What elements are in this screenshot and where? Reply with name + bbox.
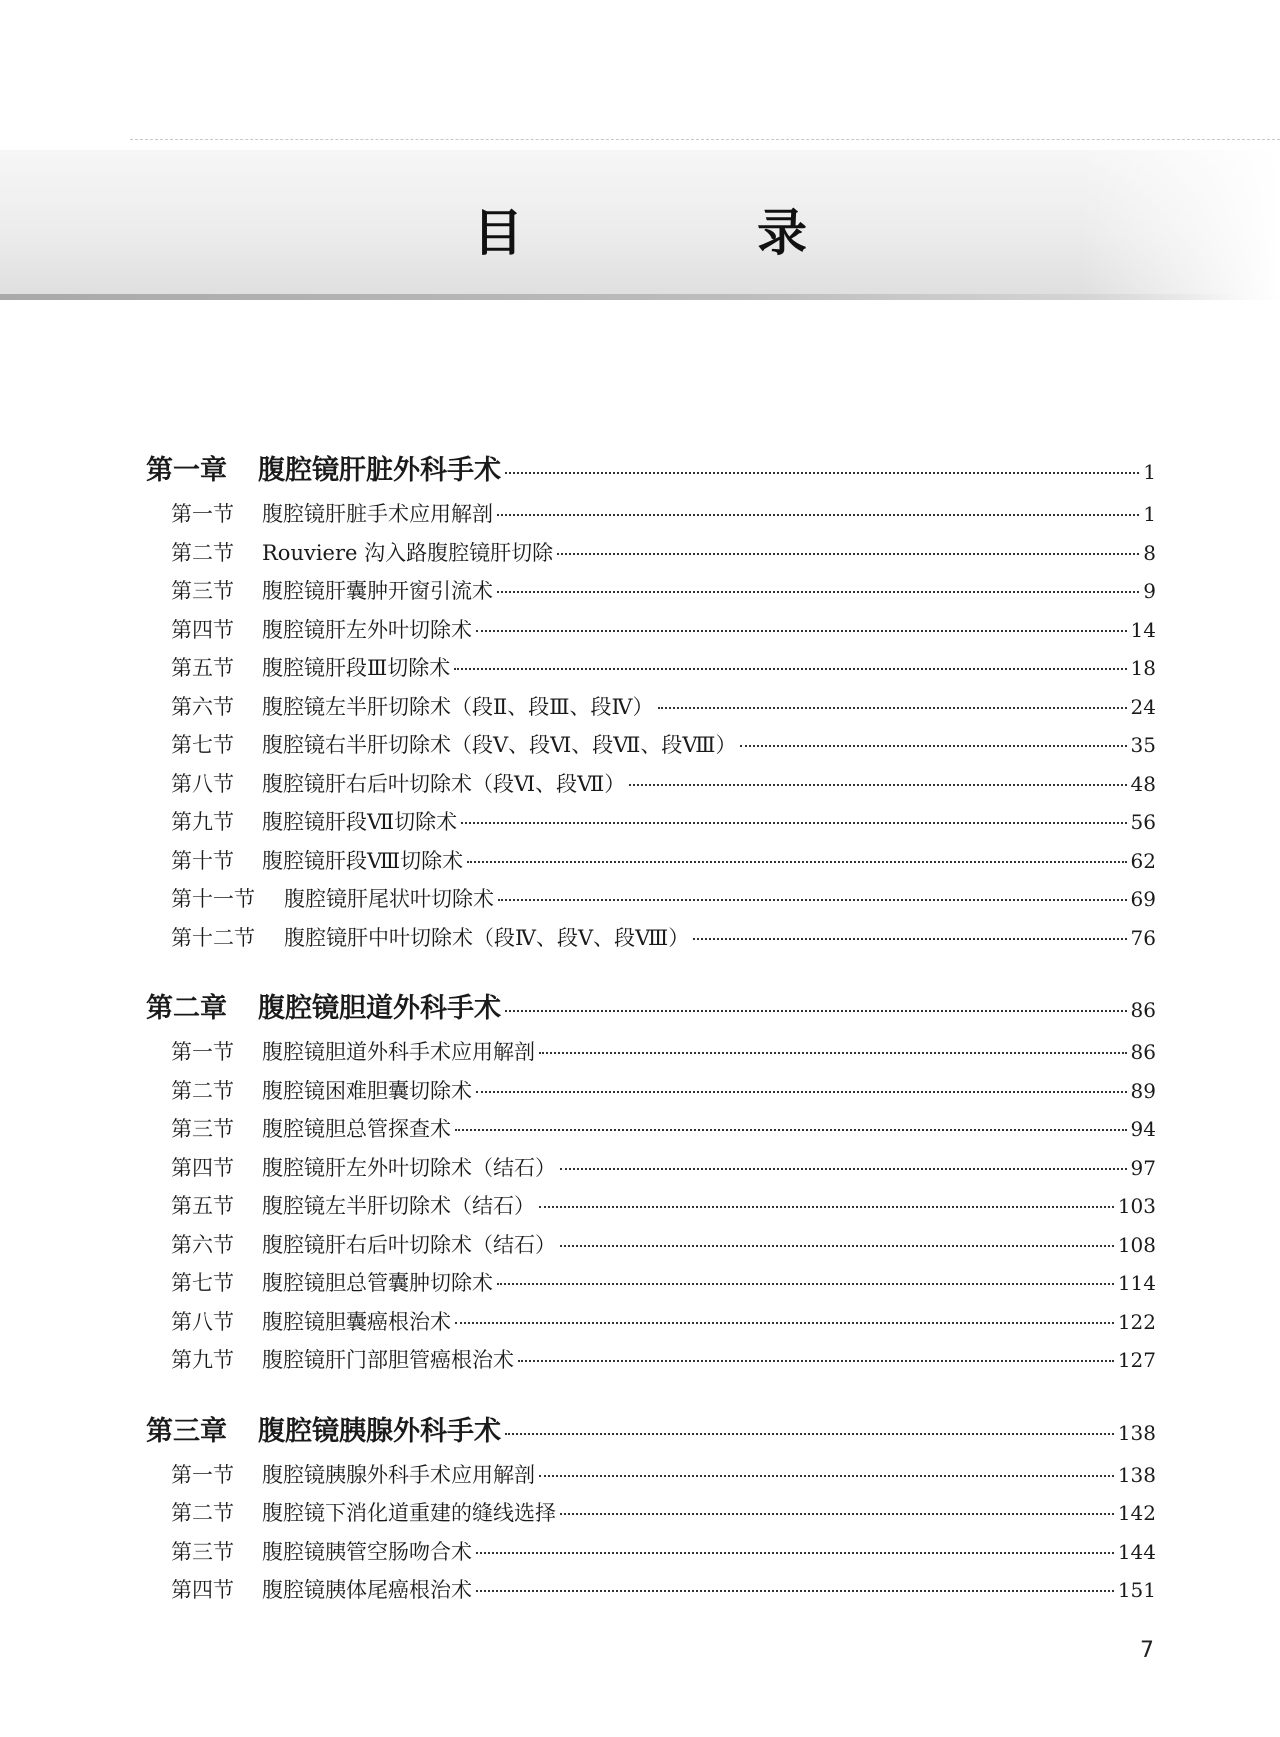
section-page: 103 — [1117, 1194, 1156, 1218]
section-number: 第七节 — [171, 733, 234, 757]
section-entry[interactable] — [146, 1574, 1156, 1613]
section-title: 腹腔镜肝门部胆管癌根治术 — [262, 1348, 514, 1372]
page-number: 7 — [1140, 1638, 1154, 1663]
section-title: 腹腔镜肝右后叶切除术（结石） — [262, 1232, 556, 1257]
section-title: 腹腔镜肝脏手术应用解剖 — [262, 502, 493, 526]
section-entry[interactable] — [146, 1459, 1156, 1498]
section-page: 18 — [1130, 656, 1156, 680]
section-entry[interactable] — [146, 1344, 1156, 1383]
section-page: 35 — [1130, 733, 1156, 757]
section-number: 第三节 — [171, 1117, 234, 1141]
section-entry[interactable] — [146, 614, 1156, 653]
chapter-block — [146, 986, 1156, 1383]
section-number: 第五节 — [171, 1194, 234, 1218]
leader-dots — [455, 1322, 1114, 1324]
section-title: 腹腔镜肝段Ⅷ切除术 — [262, 848, 464, 873]
section-title: 腹腔镜肝中叶切除术（段Ⅳ、段Ⅴ、段Ⅷ） — [284, 925, 690, 950]
section-number: 第一节 — [171, 1462, 234, 1487]
section-number: 第六节 — [171, 1232, 234, 1257]
section-entry[interactable] — [146, 537, 1156, 576]
section-page: 144 — [1117, 1539, 1156, 1564]
section-number: 第九节 — [171, 810, 234, 834]
section-title: 腹腔镜胰腺外科手术应用解剖 — [262, 1462, 535, 1487]
section-page: 138 — [1117, 1462, 1156, 1487]
section-title: 腹腔镜肝左外叶切除术 — [262, 617, 472, 642]
section-number: 第九节 — [171, 1348, 234, 1372]
section-entry[interactable] — [146, 1229, 1156, 1268]
leader-dots — [467, 861, 1126, 863]
chapter-block — [146, 1409, 1156, 1613]
section-page: 14 — [1130, 617, 1156, 642]
section-page: 127 — [1117, 1348, 1156, 1372]
section-page: 1 — [1143, 502, 1156, 526]
leader-dots — [497, 1283, 1114, 1285]
chapter-page: 138 — [1117, 1420, 1156, 1445]
leader-dots — [560, 1513, 1114, 1515]
leader-dots — [455, 1129, 1127, 1131]
section-page: 24 — [1130, 694, 1156, 719]
chapter-entry[interactable] — [146, 1409, 1156, 1459]
section-number: 第四节 — [171, 1578, 234, 1602]
section-page: 114 — [1117, 1271, 1156, 1295]
chapter-number: 第二章 — [146, 993, 227, 1024]
section-title: 腹腔镜胰体尾癌根治术 — [262, 1578, 472, 1602]
leader-dots — [476, 1552, 1114, 1554]
section-entry[interactable] — [146, 1190, 1156, 1229]
section-title: 腹腔镜肝囊肿开窗引流术 — [262, 579, 493, 603]
section-title: Rouviere 沟入路腹腔镜肝切除 — [262, 540, 554, 565]
section-entry[interactable] — [146, 652, 1156, 691]
section-title: 腹腔镜胰管空肠吻合术 — [262, 1539, 472, 1564]
leader-dots — [557, 553, 1139, 555]
section-entry[interactable] — [146, 1075, 1156, 1114]
section-number: 第八节 — [171, 1309, 234, 1334]
leader-dots — [740, 745, 1126, 747]
section-number: 第六节 — [171, 694, 234, 719]
chapter-title: 腹腔镜胆道外科手术 — [258, 993, 501, 1024]
section-title: 腹腔镜肝段Ⅲ切除术 — [262, 656, 451, 680]
section-number: 第八节 — [171, 771, 234, 796]
section-page: 76 — [1130, 925, 1156, 950]
section-entry[interactable] — [146, 883, 1156, 922]
section-title: 腹腔镜左半肝切除术（段Ⅱ、段Ⅲ、段Ⅳ） — [262, 694, 654, 719]
leader-dots — [560, 1168, 1127, 1170]
leader-dots — [539, 1475, 1114, 1477]
section-entry[interactable] — [146, 498, 1156, 537]
section-title: 腹腔镜胆道外科手术应用解剖 — [262, 1040, 535, 1064]
top-dashed-rule — [130, 139, 1280, 140]
section-title: 腹腔镜困难胆囊切除术 — [262, 1078, 472, 1103]
chapter-number: 第一章 — [146, 455, 227, 486]
section-entry[interactable] — [146, 1113, 1156, 1152]
section-number: 第一节 — [171, 1040, 234, 1064]
chapter-title: 腹腔镜肝脏外科手术 — [258, 455, 501, 486]
leader-dots — [539, 1206, 1114, 1208]
section-number: 第二节 — [171, 540, 234, 565]
leader-dots — [505, 1433, 1114, 1435]
section-title: 腹腔镜下消化道重建的缝线选择 — [262, 1501, 556, 1525]
section-entry[interactable] — [146, 1152, 1156, 1191]
section-page: 56 — [1130, 810, 1156, 834]
section-title: 腹腔镜胆总管探查术 — [262, 1117, 451, 1141]
section-page: 86 — [1130, 1040, 1156, 1064]
section-title: 腹腔镜左半肝切除术（结石） — [262, 1194, 535, 1218]
section-number: 第三节 — [171, 579, 234, 603]
section-number: 第四节 — [171, 1155, 234, 1180]
section-page: 97 — [1130, 1155, 1156, 1180]
leader-dots — [658, 707, 1127, 709]
section-entry[interactable] — [146, 729, 1156, 768]
section-page: 142 — [1117, 1501, 1156, 1525]
chapter-entry[interactable] — [146, 448, 1156, 498]
section-page: 69 — [1130, 887, 1156, 911]
section-entry[interactable] — [146, 845, 1156, 884]
section-entry[interactable] — [146, 922, 1156, 961]
section-page: 151 — [1117, 1578, 1156, 1602]
section-page: 9 — [1143, 579, 1156, 603]
section-number: 第十二节 — [171, 925, 255, 950]
section-number: 第十一节 — [171, 887, 255, 911]
section-entry[interactable] — [146, 575, 1156, 614]
chapter-title: 腹腔镜胰腺外科手术 — [258, 1415, 501, 1447]
section-entry[interactable] — [146, 1036, 1156, 1075]
section-page: 122 — [1117, 1309, 1156, 1334]
section-entry[interactable] — [146, 768, 1156, 807]
chapter-number: 第三章 — [146, 1415, 227, 1447]
section-title: 腹腔镜肝尾状叶切除术 — [284, 887, 494, 911]
leader-dots — [629, 784, 1126, 786]
leader-dots — [505, 472, 1139, 474]
section-number: 第七节 — [171, 1271, 234, 1295]
section-number: 第四节 — [171, 617, 234, 642]
leader-dots — [454, 668, 1126, 670]
section-page: 8 — [1143, 540, 1156, 565]
leader-dots — [505, 1010, 1127, 1012]
leader-dots — [476, 630, 1127, 632]
section-number: 第二节 — [171, 1501, 234, 1525]
section-entry[interactable] — [146, 1536, 1156, 1575]
leader-dots — [693, 938, 1126, 940]
section-page: 94 — [1130, 1117, 1156, 1141]
section-title: 腹腔镜右半肝切除术（段Ⅴ、段Ⅵ、段Ⅶ、段Ⅷ） — [262, 733, 737, 757]
leader-dots — [476, 1091, 1127, 1093]
section-page: 62 — [1130, 848, 1156, 873]
chapter-page: 1 — [1143, 460, 1156, 484]
leader-dots — [560, 1245, 1114, 1247]
page-title: 目 录 — [473, 204, 899, 262]
section-title: 腹腔镜胆总管囊肿切除术 — [262, 1271, 493, 1295]
section-entry[interactable] — [146, 1306, 1156, 1345]
leader-dots — [497, 591, 1139, 593]
section-number: 第五节 — [171, 656, 234, 680]
section-title: 腹腔镜肝右后叶切除术（段Ⅵ、段Ⅶ） — [262, 771, 626, 796]
chapter-entry[interactable] — [146, 986, 1156, 1036]
section-number: 第十节 — [171, 848, 234, 873]
section-entry[interactable] — [146, 1267, 1156, 1306]
section-title: 腹腔镜胆囊癌根治术 — [262, 1309, 451, 1334]
leader-dots — [539, 1052, 1127, 1054]
table-of-contents — [146, 448, 1156, 1639]
section-title: 腹腔镜肝左外叶切除术（结石） — [262, 1155, 556, 1180]
section-number: 第二节 — [171, 1078, 234, 1103]
leader-dots — [476, 1590, 1114, 1592]
section-entry[interactable] — [146, 691, 1156, 730]
leader-dots — [497, 514, 1139, 516]
section-page: 89 — [1130, 1078, 1156, 1103]
section-entry[interactable] — [146, 806, 1156, 845]
section-page: 108 — [1117, 1232, 1156, 1257]
section-page: 48 — [1130, 771, 1156, 796]
leader-dots — [498, 899, 1127, 901]
section-number: 第一节 — [171, 502, 234, 526]
section-number: 第三节 — [171, 1539, 234, 1564]
title-band-rule — [0, 294, 1240, 300]
chapter-page: 86 — [1130, 998, 1156, 1022]
leader-dots — [461, 822, 1126, 824]
chapter-block — [146, 448, 1156, 960]
leader-dots — [518, 1360, 1114, 1362]
section-entry[interactable] — [146, 1497, 1156, 1536]
section-title: 腹腔镜肝段Ⅶ切除术 — [262, 810, 458, 834]
